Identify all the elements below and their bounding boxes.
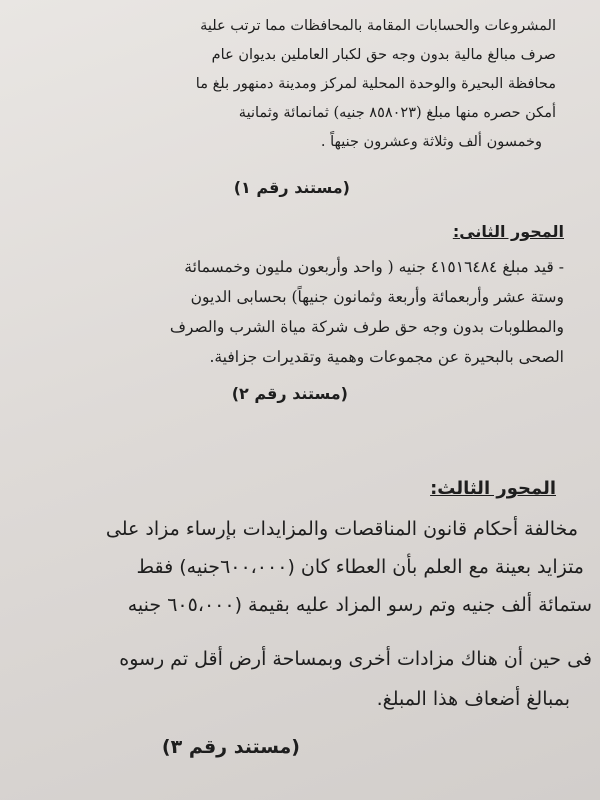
- section2-line-3: والمطلوبات بدون وجه حق طرف شركة مياة الشرب والصرف: [169, 318, 564, 336]
- section3-heading: المحور الثالث:: [430, 478, 556, 499]
- section3-line-5: بمبالغ أضعاف هذا المبلغ.: [376, 688, 570, 710]
- section3-line-2: متزايد بعينة مع العلم بأن العطاء كان (٦٠٠،٠٠٠جنيه) فقط: [136, 556, 584, 578]
- section1-line-5: وخمسون ألف وثلاثة وعشرون جنيهاً .: [320, 134, 542, 150]
- section1-line-1: المشروعات والحسابات المقامة بالمحافظات مما ترتب علية: [200, 18, 556, 34]
- section3-line-4: فى حين أن هناك مزادات أخرى وبمساحة أرض أقل تم رسوه: [119, 648, 592, 670]
- document-ref-1: (مستند رقم ١): [233, 178, 350, 197]
- document-ref-2: (مستند رقم ٢): [231, 384, 348, 403]
- section2-line-2: وستة عشر وأربعمائة وأربعة وثمانون جنيهاً) بحسابى الديون: [190, 288, 564, 306]
- section3-line-1: مخالفة أحكام قانون المناقصات والمزايدات بإرساء مزاد على: [105, 518, 578, 540]
- document-ref-3: (مستند رقم ٣): [161, 736, 300, 758]
- section1-line-4: أمكن حصره منها مبلغ (٨٥٨٠٢٣ جنيه) ثمانمائة وثمانية: [238, 105, 556, 121]
- section3-line-3: ستمائة ألف جنيه وتم رسو المزاد عليه بقيمة (٦٠٥،٠٠٠ جنيه: [127, 594, 592, 616]
- section2-line-4: الصحى بالبحيرة عن مجموعات وهمية وتقديرات جزافية.: [209, 348, 564, 366]
- section1-line-2: صرف مبالغ مالية بدون وجه حق لكبار العاملين بديوان عام: [211, 47, 556, 63]
- section2-line-1: - قيد مبلغ ٤١٥١٦٤٨٤ جنيه ( واحد وأربعون مليون وخمسمائة: [184, 258, 564, 276]
- section2-heading: المحور الثانى:: [452, 222, 564, 241]
- section1-line-3: محافظة البحيرة والوحدة المحلية لمركز ومدينة دمنهور بلغ ما: [195, 76, 556, 92]
